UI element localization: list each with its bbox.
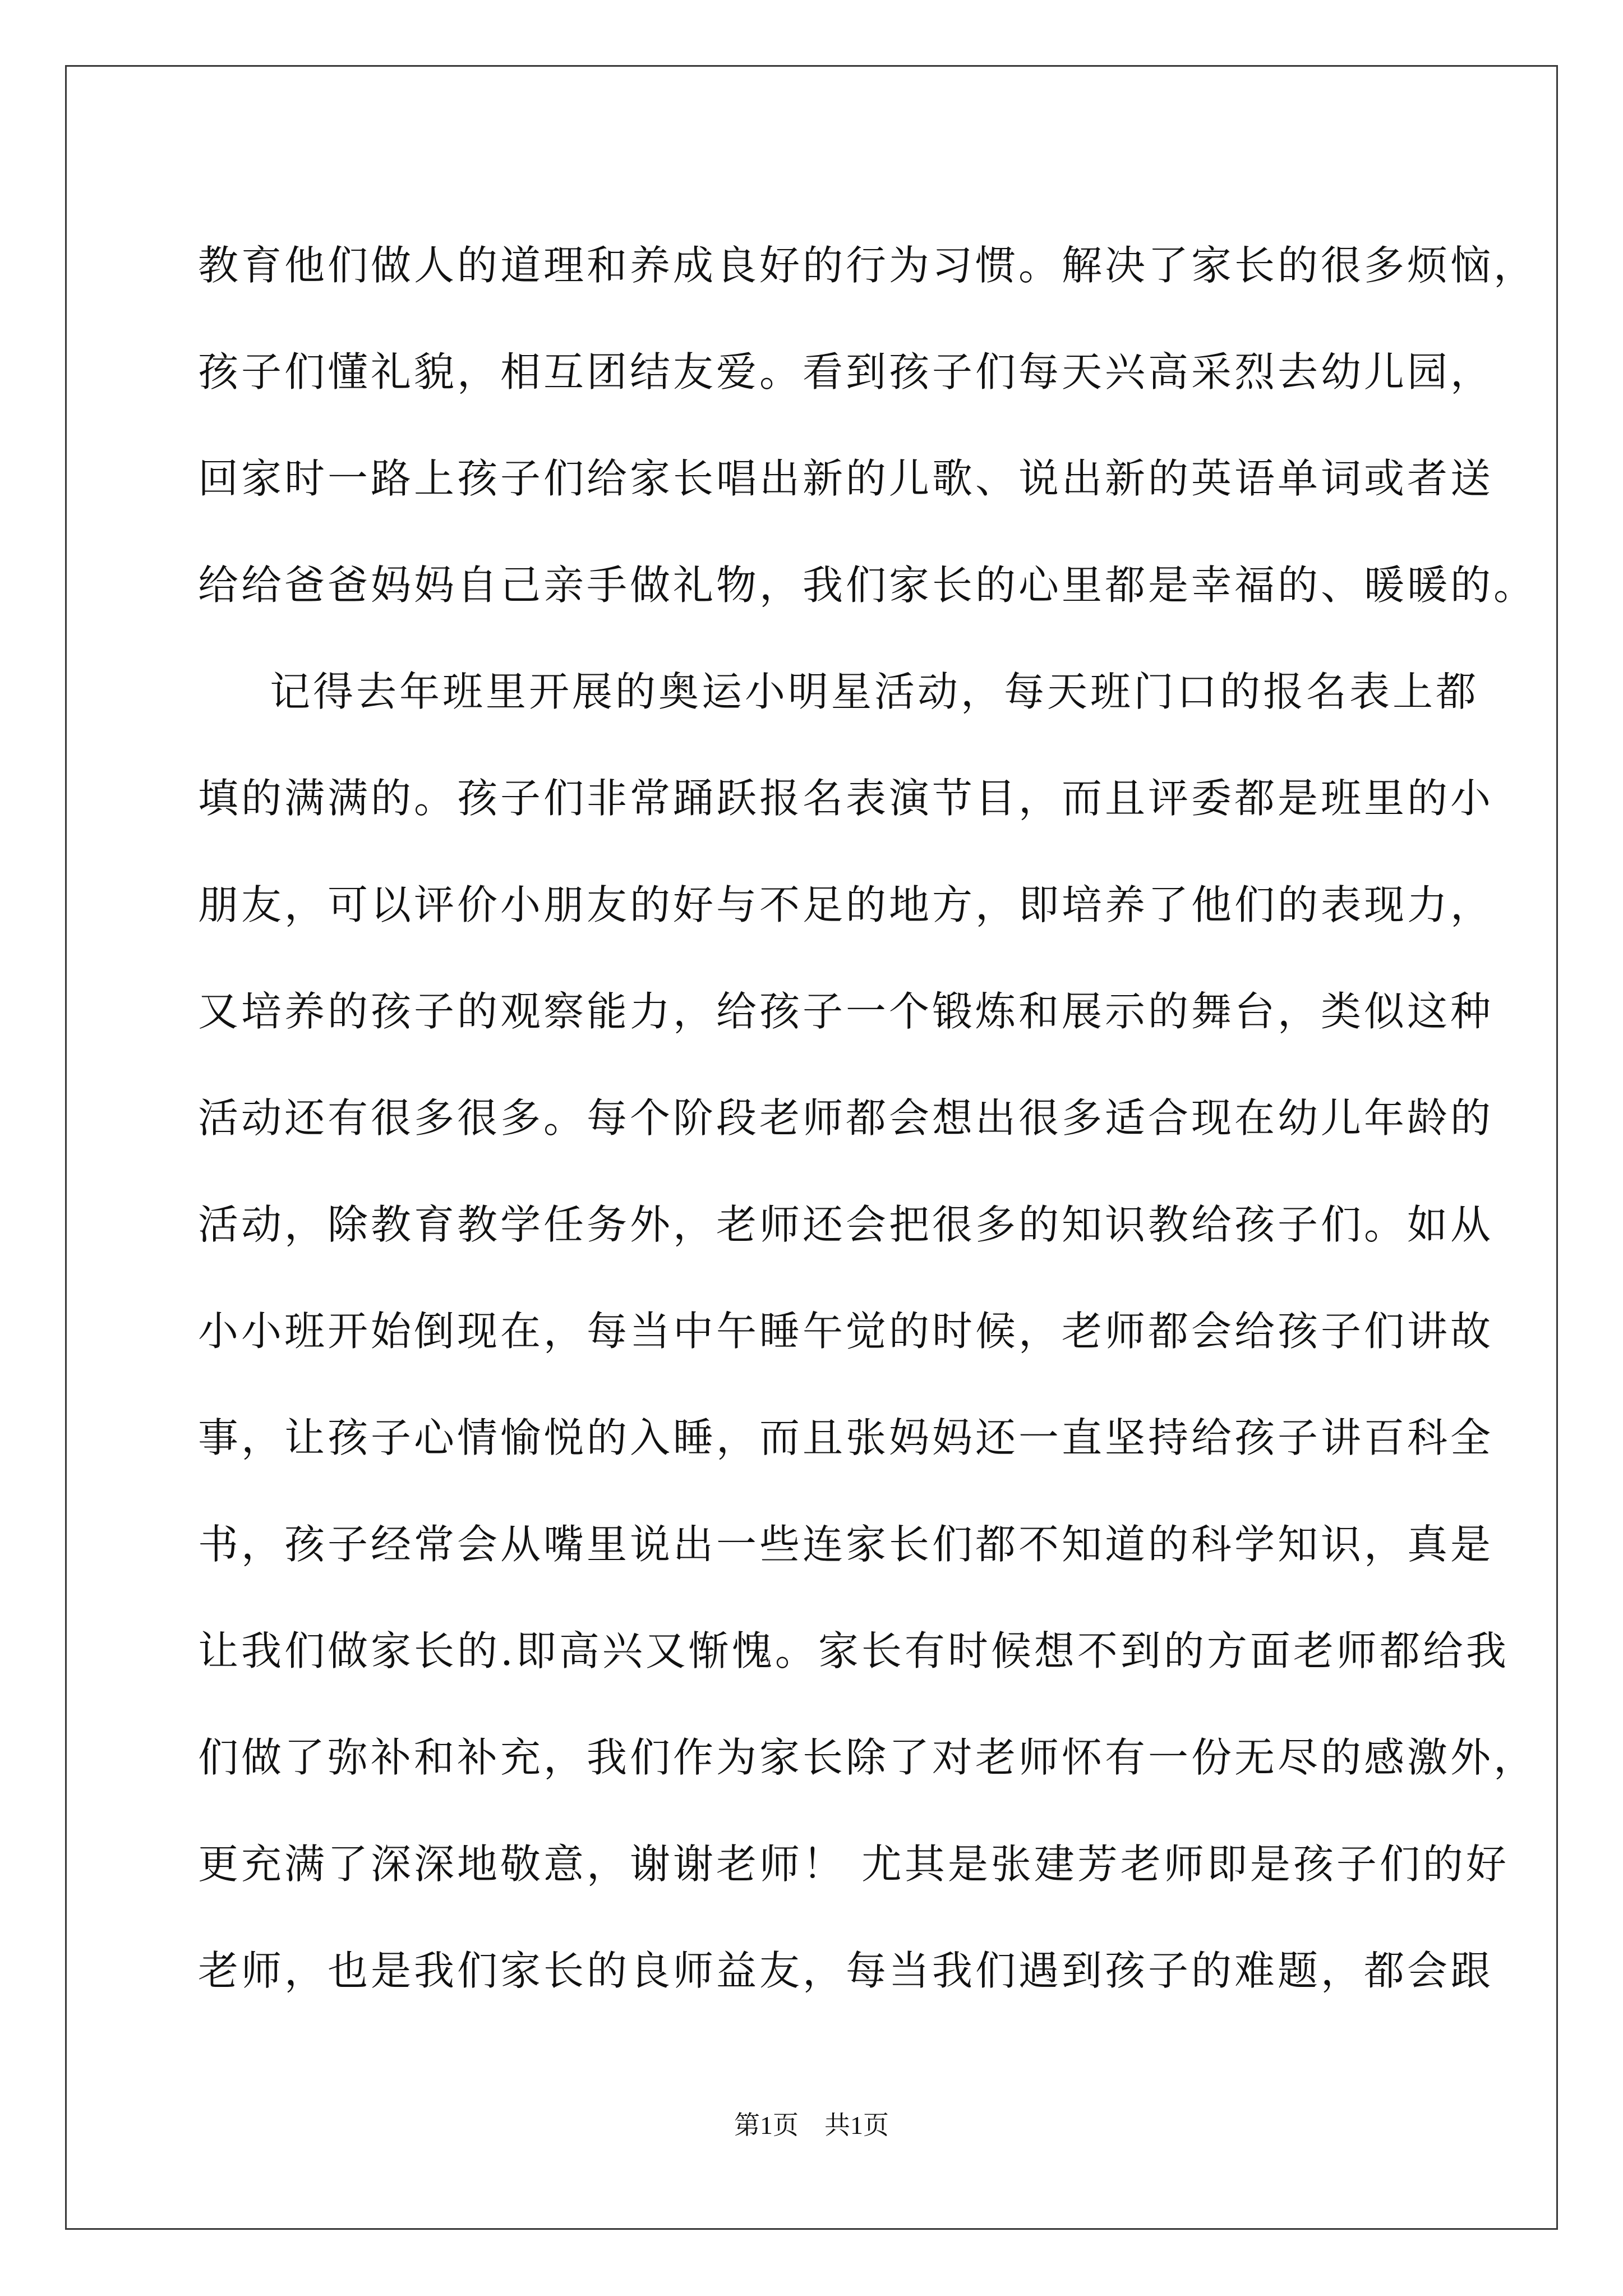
text-line: 给给爸爸妈妈自己亲手做礼物，我们家长的心里都是幸福的、暖暖的。	[198, 562, 1537, 609]
text-line: 活动，除教育教学任务外，老师还会把很多的知识教给孩子们。如从	[198, 1201, 1494, 1248]
text-line: 活动还有很多很多。每个阶段老师都会想出很多适合现在幼儿年龄的	[198, 1094, 1494, 1142]
text-line-paragraph-start: 记得去年班里开展的奥运小明星活动，每天班门口的报名表上都	[270, 668, 1479, 715]
text-line: 更充满了深深地敬意，谢谢老师！ 尤其是张建芳老师即是孩子们的好	[198, 1841, 1509, 1888]
text-line: 小小班开始倒现在，每当中午睡午觉的时候，老师都会给孩子们讲故	[198, 1308, 1494, 1355]
page-total: 共1页	[824, 2111, 889, 2139]
page-number: 第1页	[734, 2111, 799, 2139]
text-line: 事，让孩子心情愉悦的入睡，而且张妈妈还一直坚持给孩子讲百科全	[198, 1414, 1494, 1461]
text-line: 教育他们做人的道理和养成良好的行为习惯。解决了家长的很多烦恼，	[198, 242, 1537, 289]
page-footer	[0, 2105, 1623, 2142]
text-line: 们做了弥补和补充，我们作为家长除了对老师怀有一份无尽的感激外，	[198, 1734, 1537, 1781]
text-line: 填的满满的。孩子们非常踊跃报名表演节目，而且评委都是班里的小	[198, 775, 1494, 822]
text-line: 孩子们懂礼貌，相互团结友爱。看到孩子们每天兴高采烈去幼儿园，	[198, 348, 1494, 395]
text-line: 书，孩子经常会从嘴里说出一些连家长们都不知道的科学知识，真是	[198, 1521, 1494, 1568]
text-line: 又培养的孩子的观察能力，给孩子一个锻炼和展示的舞台，类似这种	[198, 988, 1494, 1035]
text-line: 回家时一路上孩子们给家长唱出新的儿歌、说出新的英语单词或者送	[198, 455, 1494, 502]
document-body	[198, 212, 1537, 2024]
text-line: 让我们做家长的.即高兴又惭愧。家长有时候想不到的方面老师都给我	[198, 1627, 1509, 1674]
text-line: 老师，也是我们家长的良师益友，每当我们遇到孩子的难题，都会跟	[198, 1947, 1494, 1994]
text-line: 朋友，可以评价小朋友的好与不足的地方，即培养了他们的表现力，	[198, 881, 1494, 928]
